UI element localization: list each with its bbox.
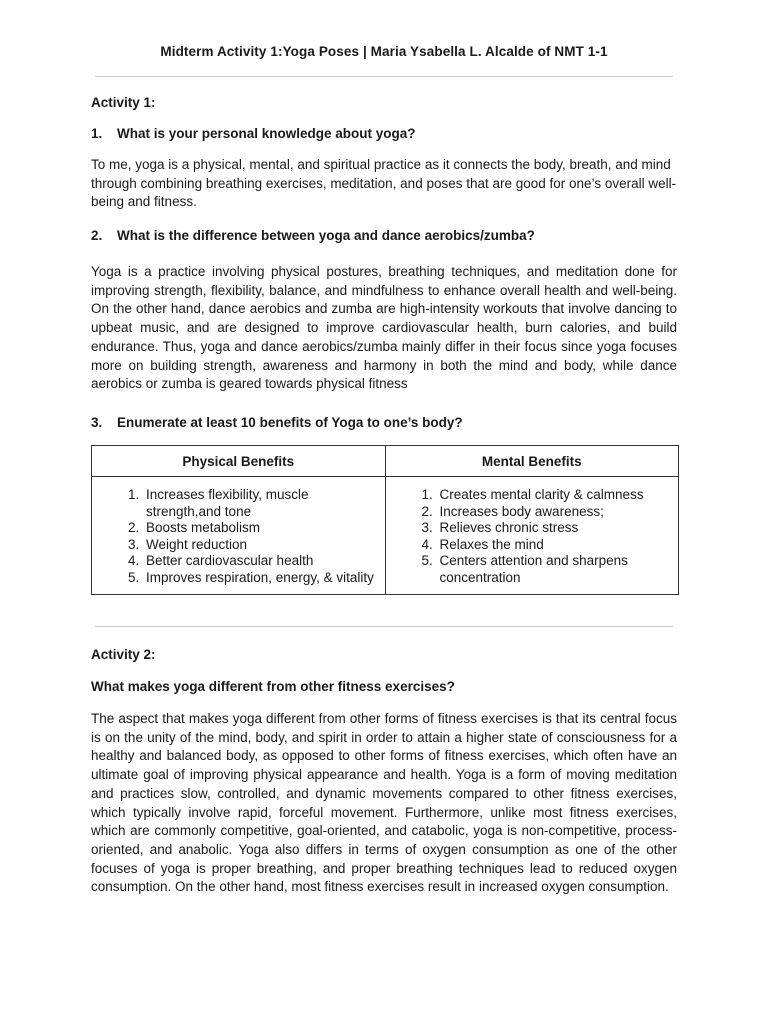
question-1 [91,126,416,141]
physical-benefits-cell [92,477,386,595]
list-item: 1. Increases flexibility, muscle strength,and tone [143,487,377,520]
question-2-number: 2. [91,228,103,243]
physical-benefits-header: Physical Benefits [92,446,386,477]
question-1-text: What is your personal knowledge about yoga? [117,126,416,141]
mental-benefits-header: Mental Benefits [385,446,679,477]
activity-2-answer: The aspect that makes yoga different from other forms of fitness exercises is that its central focus is on the unity of the mind, body, and spirit in order to attain a higher state of consciousness for a healthy and balanced body, as opposed to other forms of fitness exercises, which often have an ultimate goal of improving physical appearance and health. Yoga is a form of moving meditation and practices slow, controlled, and dynamic movements compared to other fitness exercises, which typically involve rapid, forceful movement. Furthermore, unlike most fitness exercises, which are commonly competitive, goal-oriented, and catabolic, yoga is non-competitive, process-oriented, and anabolic. Yoga also differs in terms of oxygen consumption as one of the other focuses of yoga is proper breathing, and proper breathing techniques lead to reduced oxygen consumption. On the other hand, most fitness exercises result in increased oxygen consumption. [91,711,677,895]
mental-benefits-list [386,487,671,586]
question-1-number: 1. [91,126,103,141]
activity-1-heading: Activity 1: [91,95,156,110]
table-header-row [92,446,679,477]
table-body-row [92,477,679,595]
activity-2-heading: Activity 2: [91,647,156,662]
question-3-number: 3. [91,415,103,430]
activity-2-question: What makes yoga different from other fitness exercises? [91,679,455,694]
question-3 [91,415,463,430]
mental-benefits-cell [385,477,679,595]
list-item: 3. Weight reduction [143,537,377,554]
document-title: Midterm Activity 1:Yoga Poses | Maria Ysabella L. Alcalde of NMT 1-1 [160,44,608,59]
header-divider [95,76,673,77]
list-item: 1. Creates mental clarity & calmness [437,487,671,504]
list-item: 5. Centers attention and sharpens concentration [437,553,671,586]
answer-1: To me, yoga is a physical, mental, and spiritual practice as it connects the body, breath, and mind through combining breathing exercises, meditation, and poses that are good for one’s overall well-being and fitness. [91,157,677,210]
section-divider [95,626,673,627]
benefits-table [91,445,679,595]
list-item: 3. Relieves chronic stress [437,520,671,537]
list-item: 4. Better cardiovascular health [143,553,377,570]
list-item: 2. Boosts metabolism [143,520,377,537]
physical-benefits-list [92,487,377,586]
list-item: 2. Increases body awareness; [437,504,671,521]
question-3-text: Enumerate at least 10 benefits of Yoga to one’s body? [117,415,463,430]
question-2 [91,228,535,243]
question-2-text: What is the difference between yoga and dance aerobics/zumba? [117,228,535,243]
list-item: 4. Relaxes the mind [437,537,671,554]
answer-2: Yoga is a practice involving physical postures, breathing techniques, and meditation done for improving strength, flexibility, balance, and mindfulness to enhance overall health and well-being. On the other hand, dance aerobics and zumba are high-intensity workouts that involve dancing to upbeat music, and are designed to improve cardiovascular health, burn calories, and build endurance. Thus, yoga and dance aerobics/zumba mainly differ in their focus since yoga focuses more on building strength, awareness and harmony in both the mind and body, while dance aerobics or zumba is geared towards physical fitness [91,264,677,392]
list-item: 5. Improves respiration, energy, & vitality [143,570,377,587]
